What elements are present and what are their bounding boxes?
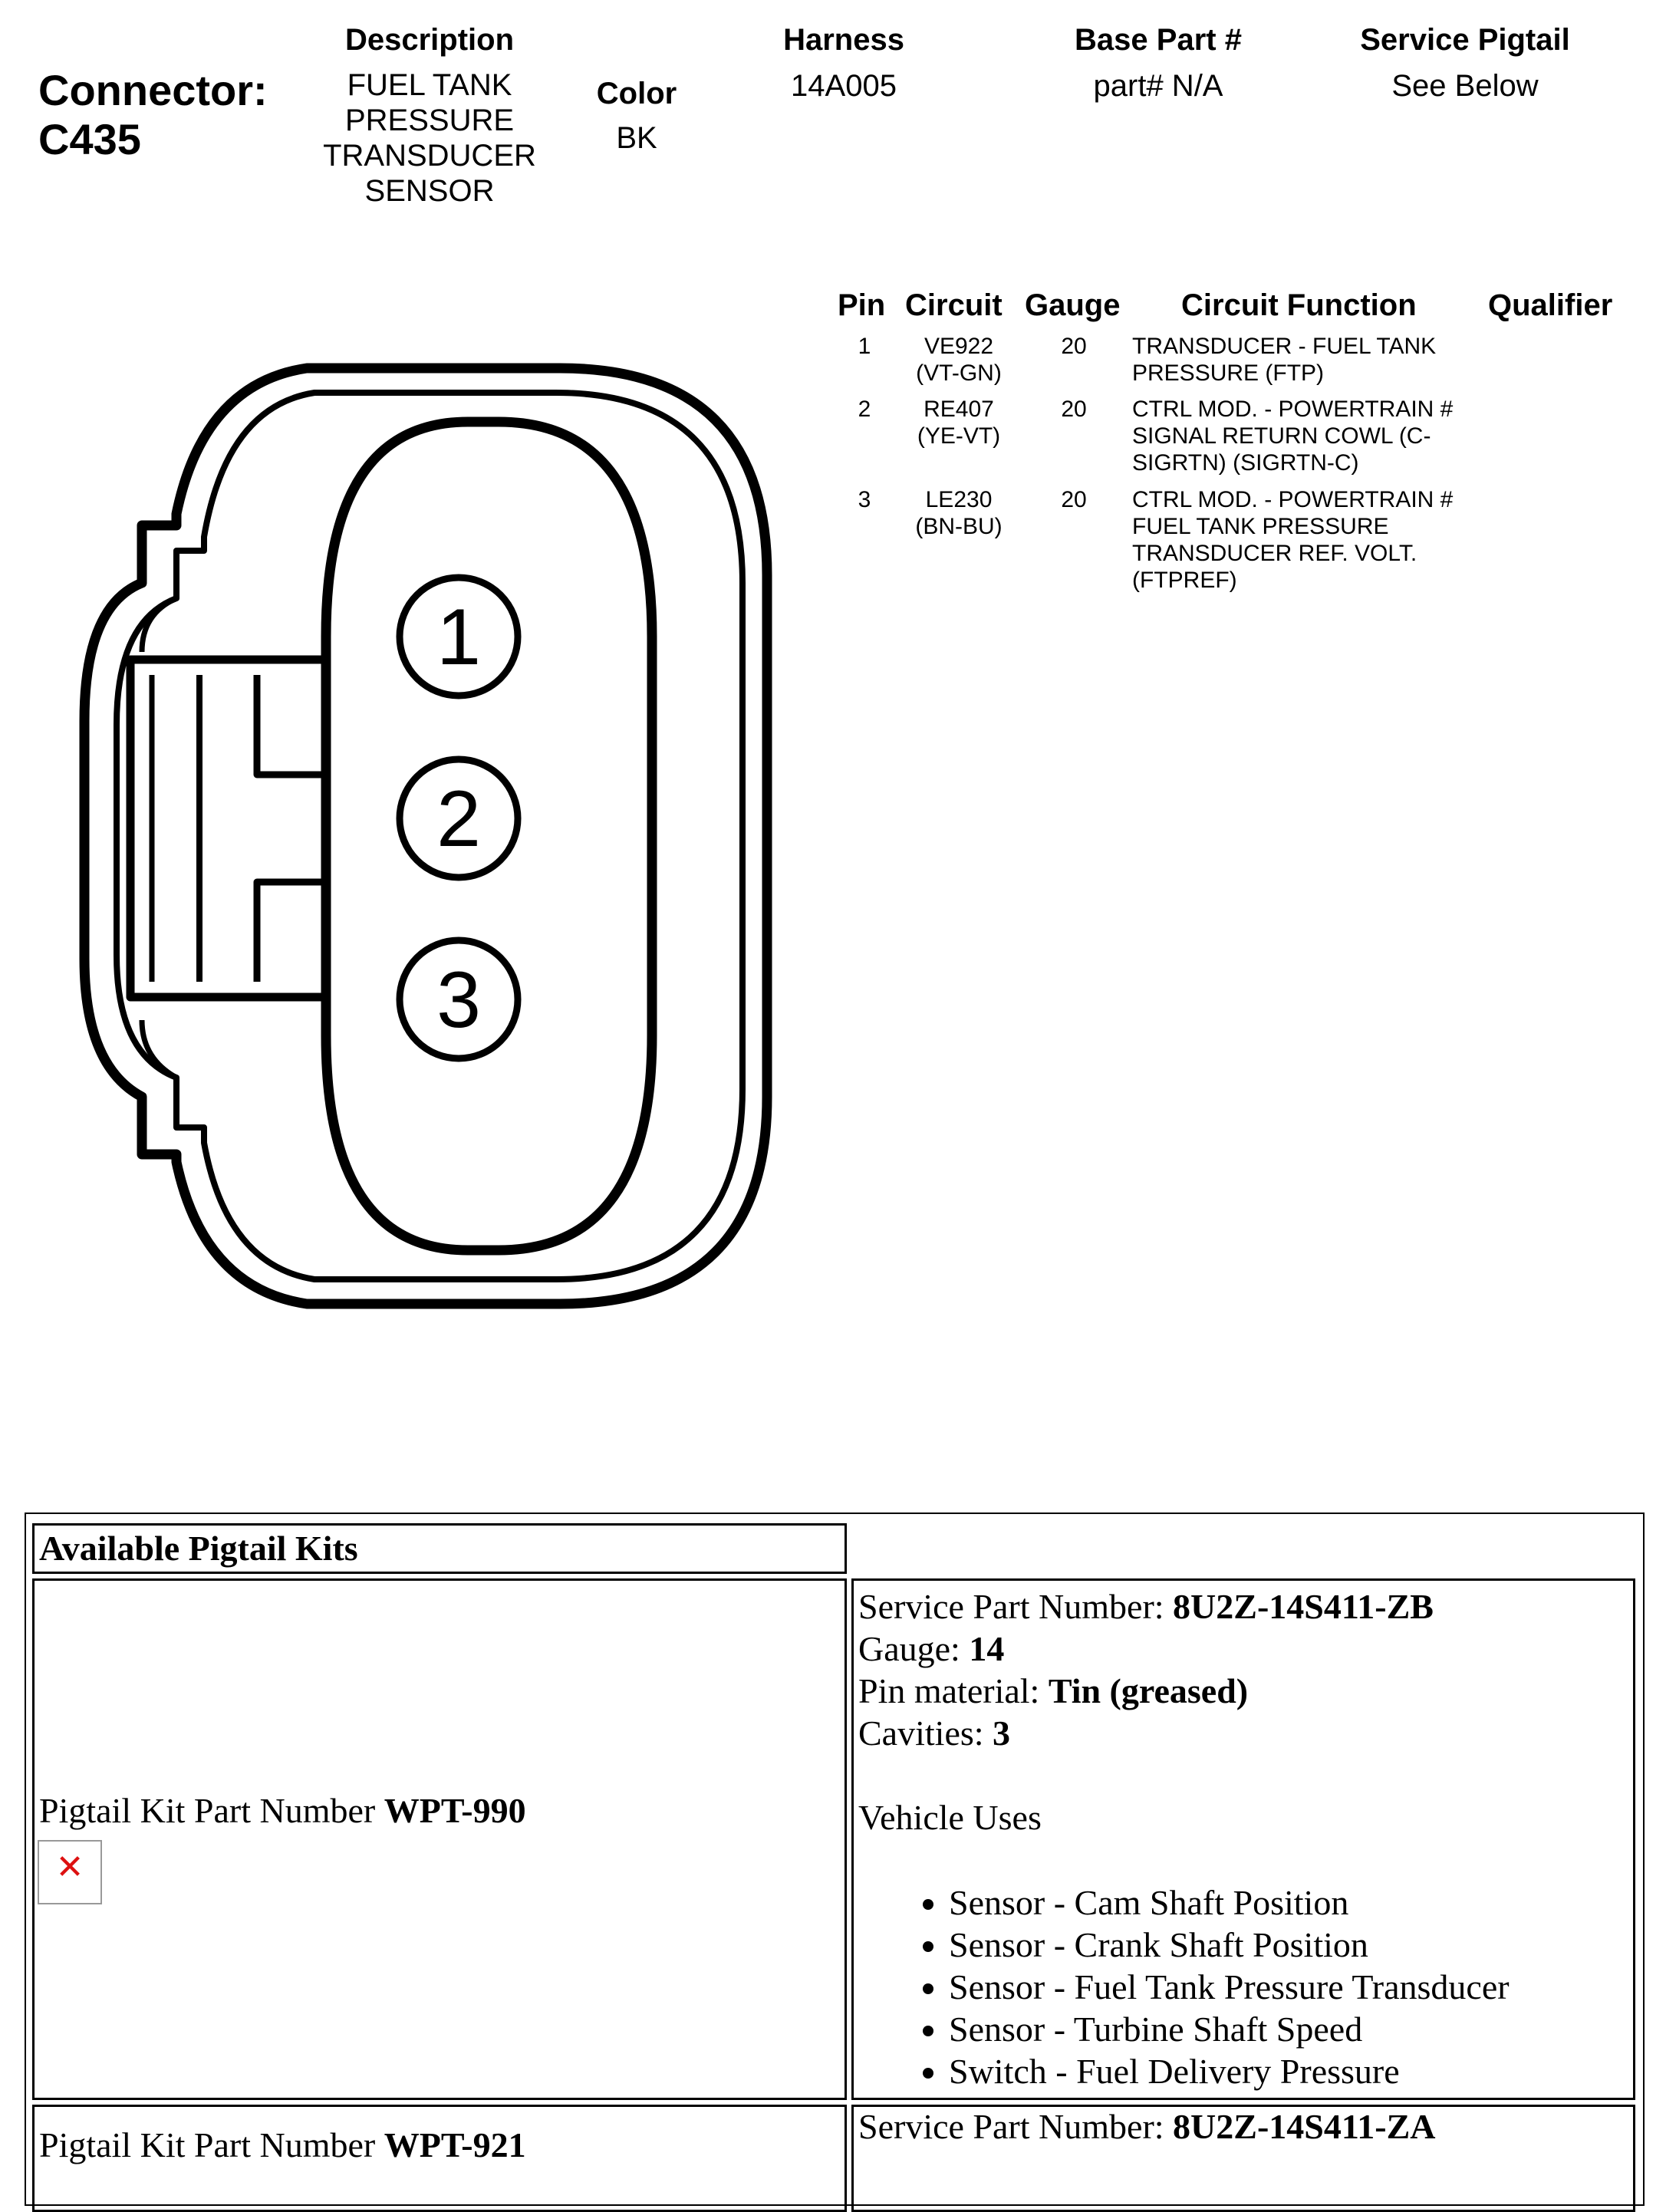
circuit-code: LE230 xyxy=(925,487,993,512)
circuit-color: (YE-VT) xyxy=(917,423,1001,449)
kit2-part-label: Pigtail Kit Part Number xyxy=(39,2125,384,2164)
description-line: SENSOR xyxy=(364,174,495,208)
kit2-right-cell xyxy=(851,2105,1635,2212)
function-line: TRANSDUCER - FUEL TANK xyxy=(1132,334,1437,359)
function-line: TRANSDUCER REF. VOLT. xyxy=(1132,541,1417,566)
col-circuit: Circuit xyxy=(905,288,1003,322)
row1-pin: 1 xyxy=(858,334,871,359)
col-gauge: Gauge xyxy=(1025,288,1121,322)
description-value xyxy=(299,67,560,209)
pin-1-label: 1 xyxy=(436,593,481,682)
latch-outline xyxy=(142,598,176,1078)
connector-label: Connector: xyxy=(38,66,268,114)
latch-notch xyxy=(257,675,326,982)
kit1-pin-value: Tin (greased) xyxy=(1048,1671,1249,1710)
kit1-left-cell xyxy=(32,1578,847,2100)
row1-function xyxy=(1132,333,1436,387)
kit1-service-label: Service Part Number: xyxy=(858,1587,1174,1626)
row2-gauge: 20 xyxy=(1061,397,1087,422)
kit1-gauge-label: Gauge: xyxy=(858,1629,970,1668)
kit1-pin-label: Pin material: xyxy=(858,1671,1049,1710)
kit1-uses-list xyxy=(849,1881,1510,2092)
list-item: • Sensor - Crank Shaft Position xyxy=(949,1924,1510,1966)
circuit-code: RE407 xyxy=(924,397,994,422)
description-header: Description xyxy=(344,23,515,57)
kit1-details xyxy=(858,1585,1434,1838)
kit1-part xyxy=(39,1789,526,1832)
list-item: • Sensor - Cam Shaft Position xyxy=(949,1881,1510,1924)
circuit-color: (BN-BU) xyxy=(915,514,1003,539)
kit1-gauge xyxy=(858,1628,1434,1670)
kit1-pin-material xyxy=(858,1670,1434,1712)
list-item: • Switch - Fuel Delivery Pressure xyxy=(949,2050,1510,2092)
kit1-cavities xyxy=(858,1712,1434,1754)
connector-id: C435 xyxy=(38,115,141,163)
pin-3-label: 3 xyxy=(436,956,481,1045)
kits-title: Available Pigtail Kits xyxy=(39,1529,358,1568)
circuit-code: VE922 xyxy=(924,334,994,359)
function-line: SIGNAL RETURN COWL (C- xyxy=(1132,423,1431,449)
kit1-part-number: WPT-990 xyxy=(384,1791,526,1830)
pin-2-label: 2 xyxy=(436,775,481,864)
description-line: TRANSDUCER xyxy=(323,139,536,173)
kit1-service-part xyxy=(858,1585,1434,1628)
row1-circuit xyxy=(897,333,1020,387)
row3-circuit xyxy=(897,486,1020,540)
kit2-part-number: WPT-921 xyxy=(384,2125,526,2164)
service-pigtail-value: See Below xyxy=(1391,69,1539,103)
row2-pin: 2 xyxy=(858,397,871,422)
kit1-cavities-value: 3 xyxy=(993,1713,1011,1753)
color-header: Color xyxy=(596,77,677,110)
kit2-left-cell xyxy=(32,2105,847,2212)
connector-title xyxy=(38,66,268,164)
row3-gauge: 20 xyxy=(1061,487,1087,512)
row2-function xyxy=(1132,396,1453,476)
color-value: BK xyxy=(616,121,657,155)
description-line: FUEL TANK xyxy=(347,68,512,102)
kit1-image xyxy=(38,1840,102,1904)
connector-diagram xyxy=(69,330,790,1335)
kit2-part xyxy=(39,2124,526,2166)
base-part-header: Base Part # xyxy=(1075,23,1242,57)
function-line: SIGRTN) (SIGRTN-C) xyxy=(1132,450,1359,476)
latch xyxy=(130,660,326,997)
kit2-service-part xyxy=(858,2105,1436,2148)
circuit-color: (VT-GN) xyxy=(916,360,1002,386)
list-item: • Sensor - Fuel Tank Pressure Transducer xyxy=(949,1966,1510,2008)
list-item: • Sensor - Turbine Shaft Speed xyxy=(949,2008,1510,2050)
row1-gauge: 20 xyxy=(1061,334,1087,359)
col-qualifier: Qualifier xyxy=(1488,288,1613,322)
pigtail-kits-table xyxy=(25,1513,1645,2206)
harness-header: Harness xyxy=(783,23,904,57)
kit1-cavities-label: Cavities: xyxy=(858,1713,993,1753)
function-line: FUEL TANK PRESSURE xyxy=(1132,514,1389,539)
harness-value: 14A005 xyxy=(791,69,897,103)
kit2-service-label: Service Part Number: xyxy=(858,2107,1174,2146)
kit2-service-value: 8U2Z-14S411-ZA xyxy=(1173,2107,1436,2146)
broken-image-icon: ✕ xyxy=(55,1848,84,1887)
kit1-part-label: Pigtail Kit Part Number xyxy=(39,1791,384,1830)
function-line: (FTPREF) xyxy=(1132,568,1237,593)
kit1-uses-title: Vehicle Uses xyxy=(858,1798,1042,1837)
function-line: CTRL MOD. - POWERTRAIN # xyxy=(1132,397,1454,422)
col-pin: Pin xyxy=(838,288,886,322)
base-part-value: part# N/A xyxy=(1093,69,1223,103)
row3-pin: 3 xyxy=(858,487,871,512)
row3-function xyxy=(1132,486,1453,594)
row2-circuit xyxy=(897,396,1020,449)
col-circuit-function: Circuit Function xyxy=(1181,288,1417,322)
kit1-right-cell xyxy=(851,1578,1635,2100)
function-line: CTRL MOD. - POWERTRAIN # xyxy=(1132,487,1454,512)
function-line: PRESSURE (FTP) xyxy=(1132,360,1325,386)
kits-title-cell xyxy=(32,1523,847,1574)
kit1-service-value: 8U2Z-14S411-ZB xyxy=(1173,1587,1434,1626)
kit1-gauge-value: 14 xyxy=(969,1629,1005,1668)
service-pigtail-header: Service Pigtail xyxy=(1360,23,1570,57)
description-line: PRESSURE xyxy=(344,104,515,137)
